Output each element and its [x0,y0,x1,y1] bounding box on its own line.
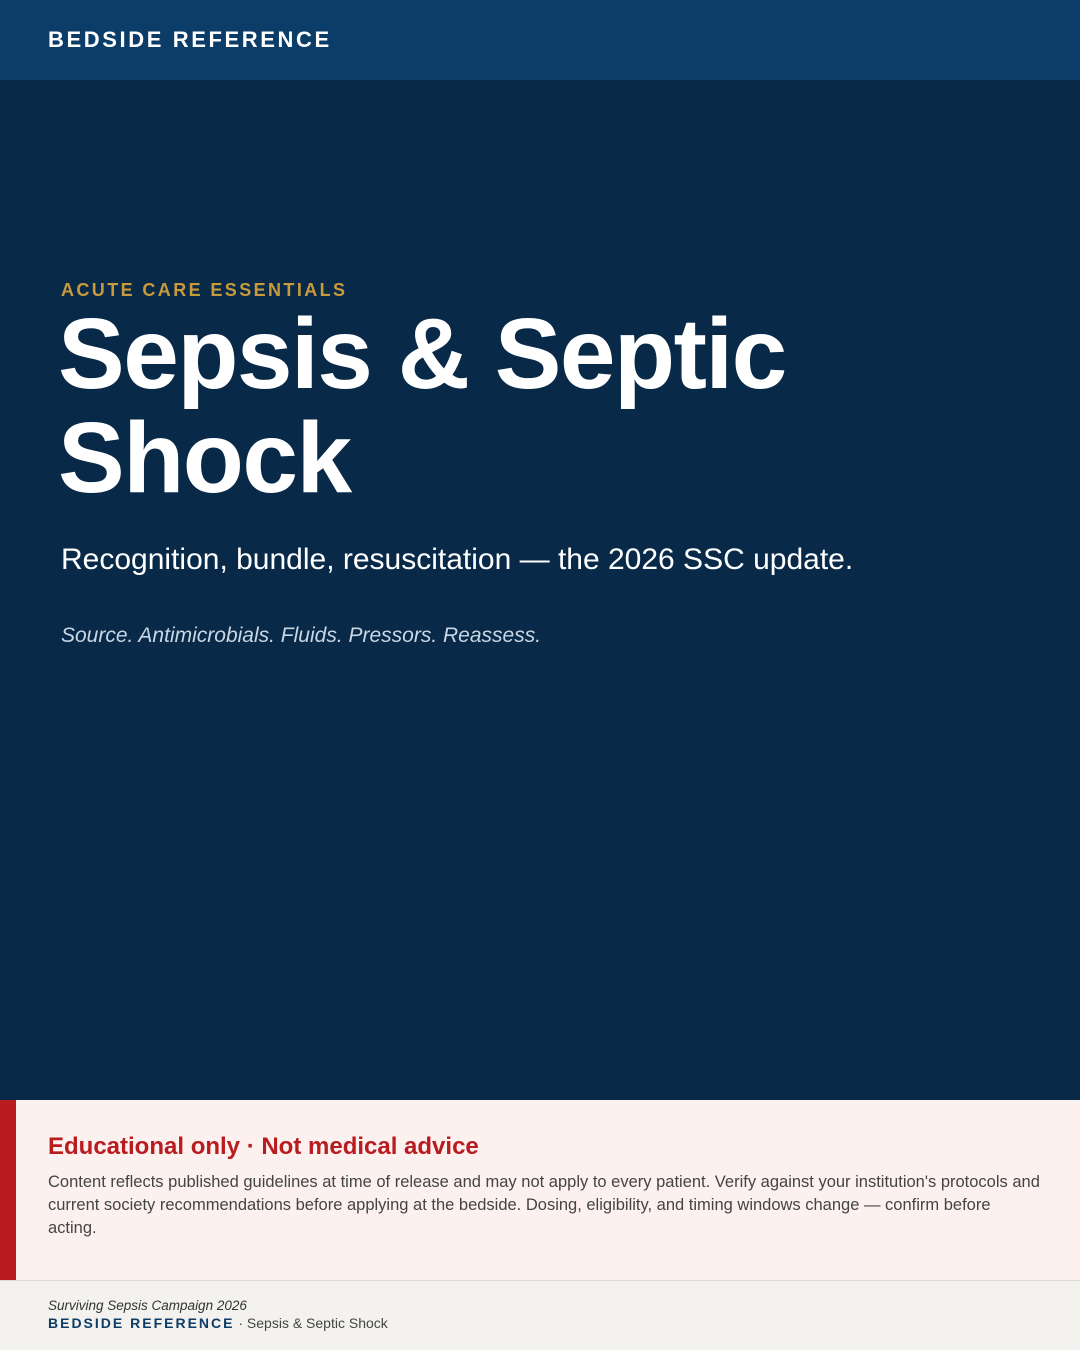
brand-name: BEDSIDE REFERENCE [48,27,332,52]
footer-separator: · [234,1315,247,1331]
page-title [58,298,1038,514]
title-line-2: Shock [58,402,351,514]
hero-section [0,80,1080,1100]
disclaimer-title: Educational only · Not medical advice [48,1133,479,1160]
section-kicker: ACUTE CARE ESSENTIALS [61,280,348,300]
footer-brand: BEDSIDE REFERENCE [48,1315,235,1331]
title-line-1: Sepsis & Septic [58,298,786,410]
top-header-bar [0,0,1080,80]
page-footer [0,1280,1080,1350]
footer-topic: Sepsis & Septic Shock [246,1315,388,1331]
tagline: Source. Antimicrobials. Fluids. Pressors. Reassess. [61,624,542,647]
page-subtitle: Recognition, bundle, resuscitation — the 2026 SSC update. [61,543,854,576]
disclaimer-callout [0,1100,1080,1280]
disclaimer-body: Content reflects published guidelines at time of release and may not apply to every patient. Verify against your institution's protocols and current society recommendations before applying at the bedside. Dosing, eligibility, and timing windows change — confirm before acting. [48,1173,1040,1237]
footer-source: Surviving Sepsis Campaign 2026 [48,1298,247,1313]
footer-brand-line [48,1314,1080,1332]
